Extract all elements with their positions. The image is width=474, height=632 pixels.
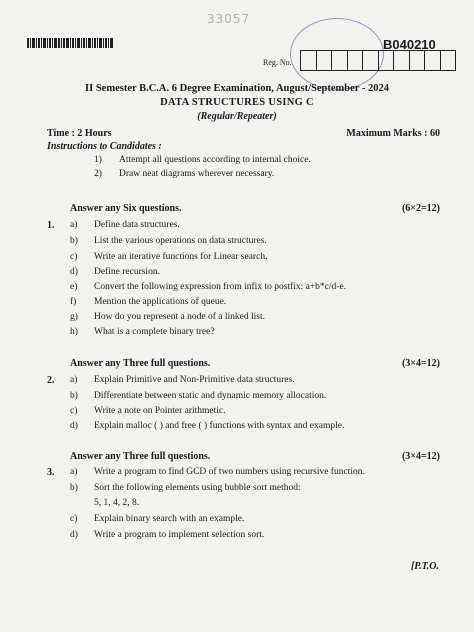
paper-code: B040210: [383, 37, 436, 52]
sub-label: b): [70, 236, 78, 246]
max-marks-label: Maximum Marks : 60: [346, 128, 440, 139]
question-text: Define recursion.: [94, 267, 160, 277]
section-marks: (3×4=12): [401, 358, 440, 369]
reg-box: [332, 50, 348, 71]
instructions-title: Instructions to Candidates :: [47, 141, 162, 152]
question-text: Write a program to find GCD of two numbers using recursive function.: [94, 467, 365, 477]
instruction-item: 2) Draw neat diagrams wherever necessary.: [94, 169, 275, 179]
sub-label: f): [70, 297, 77, 307]
section-heading: Answer any Three full questions.: [70, 358, 211, 369]
sub-label: b): [70, 391, 78, 401]
handwritten-number: 33057: [207, 12, 251, 26]
question-text: What is a complete binary tree?: [94, 327, 215, 337]
reg-box: [410, 50, 426, 71]
sub-label: c): [70, 252, 78, 262]
sub-label: d): [70, 421, 78, 431]
sub-label: a): [70, 467, 78, 477]
section-marks: (3×4=12): [401, 451, 440, 462]
sub-label: c): [70, 406, 78, 416]
question-number: 3.: [47, 467, 55, 478]
reg-box: [300, 50, 317, 71]
reg-no-boxes: [300, 50, 456, 71]
sub-label: c): [70, 514, 78, 524]
reg-box: [441, 50, 457, 71]
subject-title: DATA STRUCTURES USING C: [160, 97, 314, 108]
pto-label: [P.T.O.: [410, 561, 439, 572]
exam-title: II Semester B.C.A. 6 Degree Examination, August/September - 2024: [85, 83, 389, 94]
sub-label: g): [70, 312, 78, 322]
exam-type: (Regular/Repeater): [197, 111, 277, 122]
reg-box: [317, 50, 333, 71]
question-text: Define data structures.: [94, 220, 180, 230]
question-text: Sort the following elements using bubble sort method:: [94, 483, 301, 493]
sub-label: b): [70, 483, 78, 493]
question-text: Write an iterative functions for Linear search.: [94, 252, 268, 262]
sub-label: a): [70, 220, 78, 230]
question-text: Explain Primitive and Non-Primitive data structures.: [94, 375, 295, 385]
question-text: Mention the applications of queue.: [94, 297, 227, 307]
reg-no-label: Reg. No.: [263, 58, 292, 67]
question-text: Write a note on Pointer arithmetic.: [94, 406, 226, 416]
instruction-item: 1) Attempt all questions according to internal choice.: [94, 155, 311, 165]
question-text: List the various operations on data structures.: [94, 236, 267, 246]
section-heading: Answer any Six questions.: [70, 203, 182, 214]
question-text: Explain binary search with an example.: [94, 514, 245, 524]
time-label: Time : 2 Hours: [47, 128, 112, 139]
section-heading: Answer any Three full questions.: [70, 451, 211, 462]
section-marks: (6×2=12): [401, 203, 440, 214]
question-text: How do you represent a node of a linked list.: [94, 312, 265, 322]
question-text: Convert the following expression from infix to postfix: a+b*c/d-e.: [94, 282, 347, 292]
reg-box: [363, 50, 379, 71]
reg-box: [379, 50, 395, 71]
question-number: 1.: [47, 220, 55, 231]
sub-label: d): [70, 267, 78, 277]
sub-label: e): [70, 282, 78, 292]
question-text: Explain malloc ( ) and free ( ) functions with syntax and example.: [94, 421, 345, 431]
reg-box: [394, 50, 410, 71]
question-text: Differentiate between static and dynamic memory allocation.: [94, 391, 327, 401]
question-text: 5, 1, 4, 2, 8.: [94, 498, 140, 508]
sub-label: a): [70, 375, 78, 385]
question-text: Write a program to implement selection sort.: [94, 530, 265, 540]
question-number: 2.: [47, 375, 55, 386]
sub-label: d): [70, 530, 78, 540]
barcode-icon: [27, 38, 113, 48]
sub-label: h): [70, 327, 78, 337]
reg-box: [425, 50, 441, 71]
reg-box: [348, 50, 364, 71]
